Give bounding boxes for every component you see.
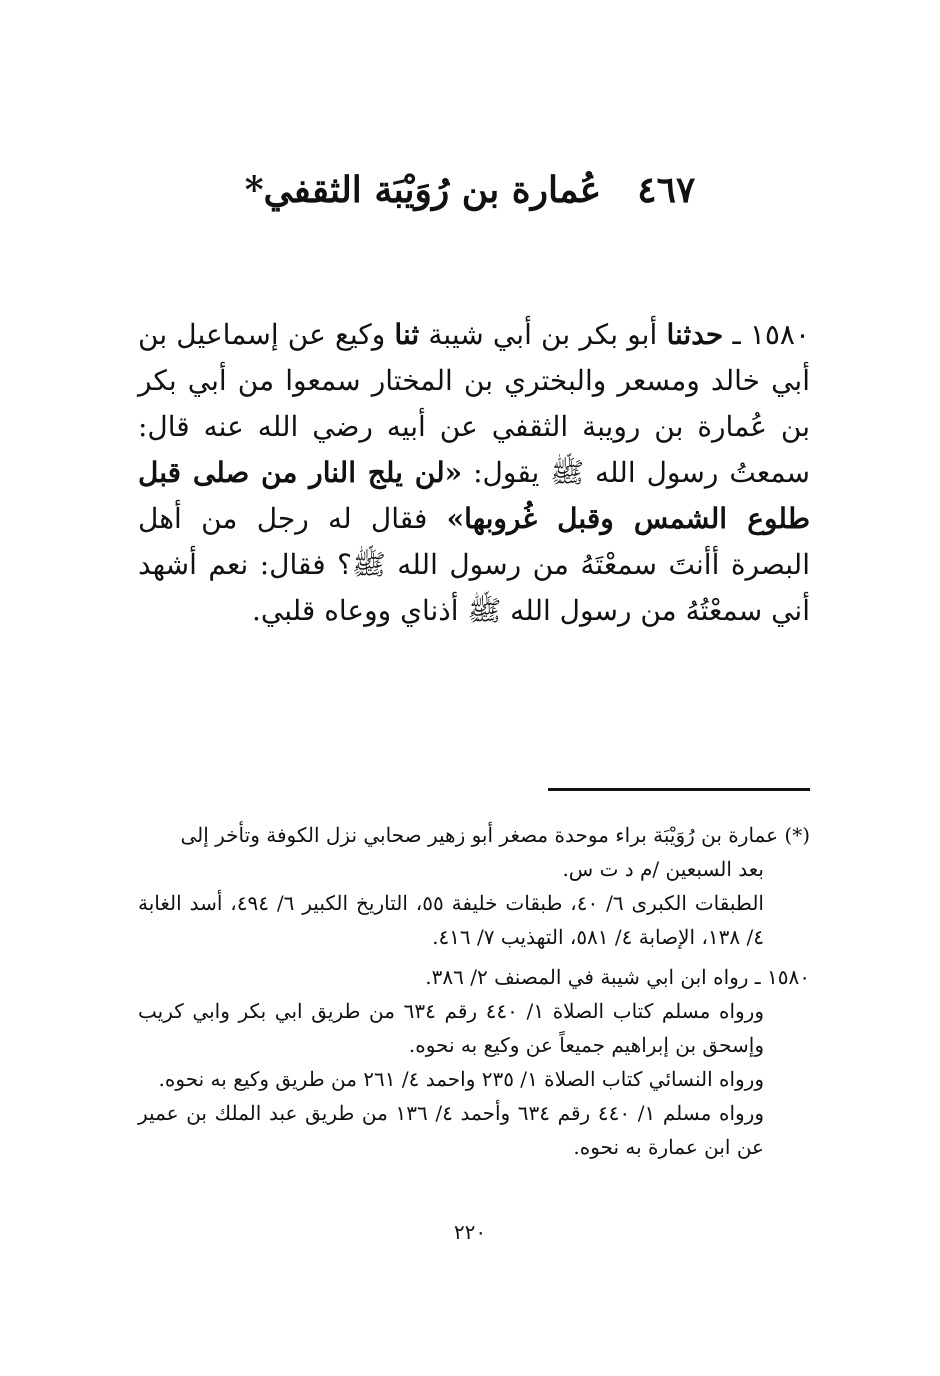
footnote-takhrij-head: ١٥٨٠ ـ رواه ابن ابي شيبة في المصنف ٢/ ٣٨٦.: [425, 965, 810, 989]
footnote-takhrij-muslim1: ورواه مسلم كتاب الصلاة ١/ ٤٤٠ رقم ٦٣٤ من طريق ابي بكر وابي كريب وإسحق بن إبراهيم جميعاً عن وكيع به نحوه.: [138, 999, 765, 1057]
chapter-title: عُمارة بن رُوَيْبَة الثقفي*: [244, 169, 602, 211]
chapter-number: ٤٦٧: [637, 169, 696, 211]
hadith-text-part3: فقال له رجل من أهل البصرة أأنتَ سمعْتَهُ من رسول الله ﷺ؟ فقال: نعم أشهد أني سمعْتُهُ من رسول الله ﷺ أذناي ووعاه قلبي.: [138, 502, 810, 627]
chapter-heading: [140, 160, 800, 220]
hadith-chain-part2: وكيع عن إسماعيل بن أبي خالد ومسعر والبختري بن المختار سمعوا من أبي بكر بن عُمارة بن رويبة الثقفي عن أبيه رضي الله عنه قال: سمعتُ رسول الله ﷺ يقول:: [138, 318, 810, 489]
footnote-divider: [548, 788, 810, 791]
hadith-number: ١٥٨٠ ـ: [732, 318, 810, 351]
hadith-paragraph: [138, 312, 810, 634]
footnote-sources: الطبقات الكبرى ٦/ ٤٠، طبقات خليفة ٥٥، التاريخ الكبير ٦/ ٤٩٤، أسد الغابة ٤/ ١٣٨، الإصابة ٤/ ٥٨١، التهذيب ٧/ ٤١٦.: [138, 891, 764, 949]
hadith-chain-part1: أبو بكر بن أبي شيبة: [419, 318, 667, 351]
footnote-bio-line2: بعد السبعين /م د ت س.: [562, 857, 764, 881]
footnote-bio-line1: (*) عمارة بن رُوَيْبَة براء موحدة مصغر أبو زهير صحابي نزل الكوفة وتأخر إلى: [180, 823, 810, 847]
thana-word: ثنا: [394, 318, 420, 351]
haddathana-word: حدثنا: [666, 318, 724, 351]
footnotes: [138, 818, 810, 1164]
hadith-text: [138, 312, 810, 634]
hadith-quote: «لن يلج النار من صلى قبل طلوع الشمس وقبل غُروبها»: [138, 456, 810, 535]
page-number: ٢٢٠: [453, 1220, 487, 1244]
footnote-takhrij-muslim2: ورواه مسلم ١/ ٤٤٠ رقم ٦٣٤ وأحمد ٤/ ١٣٦ من طريق عبد الملك بن عمير عن ابن عمارة به نحوه.: [138, 1101, 764, 1159]
footnote-takhrij-nasai: ورواه النسائي كتاب الصلاة ١/ ٢٣٥ واحمد ٤/ ٢٦١ من طريق وكيع به نحوه.: [158, 1067, 764, 1091]
